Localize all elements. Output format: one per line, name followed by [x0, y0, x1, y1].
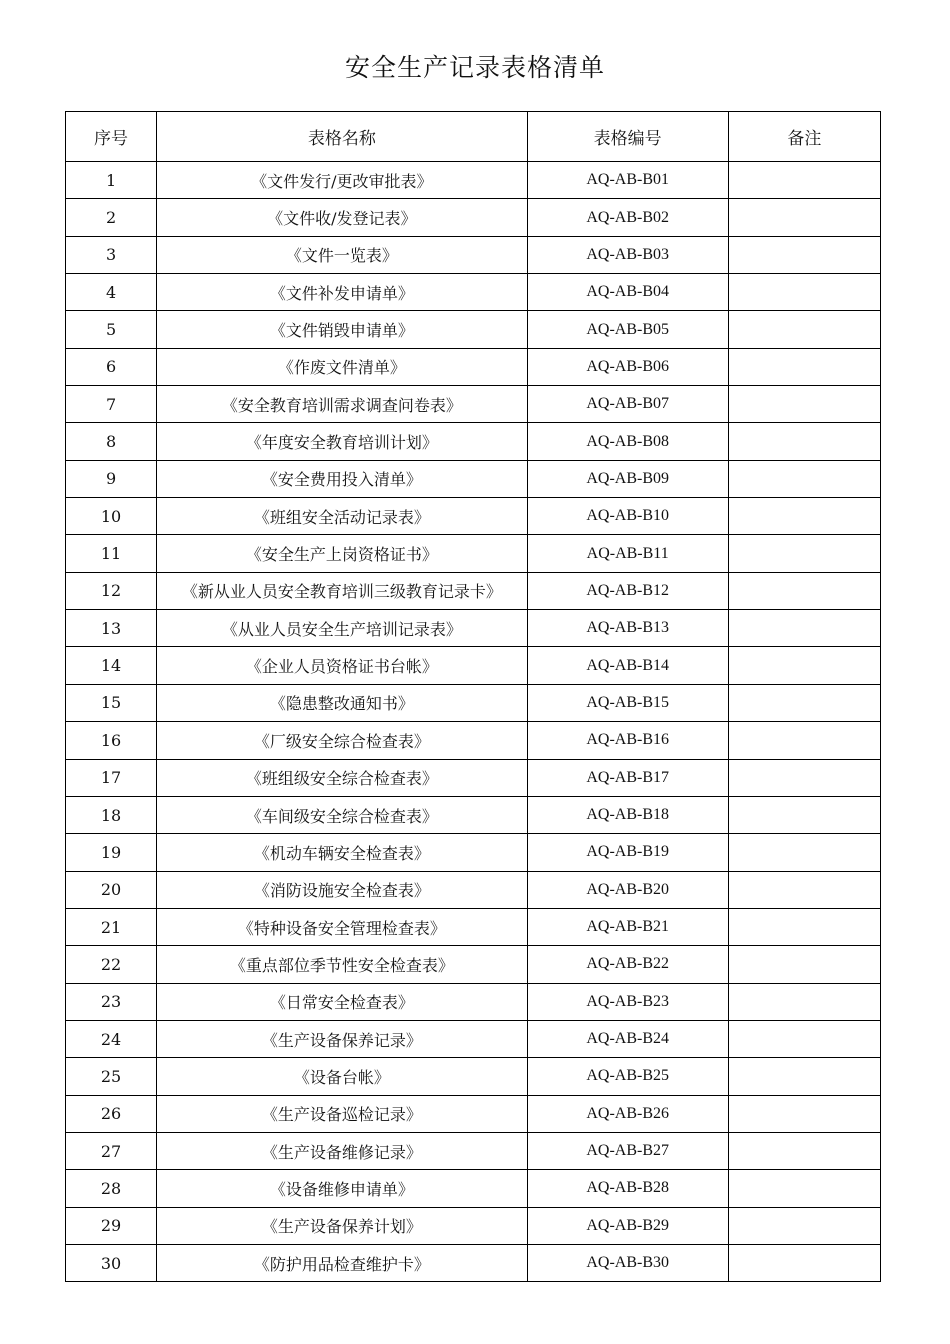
cell-code: AQ-AB-B17	[527, 759, 728, 796]
cell-note	[728, 834, 880, 871]
form-list-table-container	[65, 111, 881, 1282]
cell-note	[728, 983, 880, 1020]
cell-seq: 29	[66, 1207, 157, 1244]
header-row	[66, 112, 881, 162]
cell-name: 《班组级安全综合检查表》	[157, 759, 527, 796]
cell-code: AQ-AB-B20	[527, 871, 728, 908]
header-note: 备注	[728, 112, 880, 162]
cell-note	[728, 946, 880, 983]
table-row	[66, 423, 881, 460]
cell-note	[728, 460, 880, 497]
cell-seq: 25	[66, 1058, 157, 1095]
header-name: 表格名称	[157, 112, 527, 162]
cell-code: AQ-AB-B27	[527, 1132, 728, 1169]
cell-code: AQ-AB-B12	[527, 572, 728, 609]
cell-seq: 27	[66, 1132, 157, 1169]
table-row	[66, 1244, 881, 1281]
cell-note	[728, 647, 880, 684]
cell-name: 《生产设备保养计划》	[157, 1207, 527, 1244]
cell-name: 《生产设备保养记录》	[157, 1020, 527, 1057]
table-row	[66, 834, 881, 871]
cell-note	[728, 1207, 880, 1244]
cell-name: 《企业人员资格证书台帐》	[157, 647, 527, 684]
cell-seq: 10	[66, 498, 157, 535]
cell-seq: 28	[66, 1170, 157, 1207]
cell-name: 《重点部位季节性安全检查表》	[157, 946, 527, 983]
cell-code: AQ-AB-B21	[527, 908, 728, 945]
cell-name: 《文件一览表》	[157, 236, 527, 273]
table-row	[66, 162, 881, 199]
cell-seq: 1	[66, 162, 157, 199]
cell-note	[728, 1170, 880, 1207]
cell-seq: 24	[66, 1020, 157, 1057]
header-seq: 序号	[66, 112, 157, 162]
cell-name: 《设备台帐》	[157, 1058, 527, 1095]
cell-code: AQ-AB-B26	[527, 1095, 728, 1132]
cell-code: AQ-AB-B28	[527, 1170, 728, 1207]
table-row	[66, 498, 881, 535]
cell-name: 《安全教育培训需求调查问卷表》	[157, 386, 527, 423]
cell-note	[728, 274, 880, 311]
cell-code: AQ-AB-B16	[527, 722, 728, 759]
table-row	[66, 1207, 881, 1244]
cell-seq: 18	[66, 796, 157, 833]
table-row	[66, 684, 881, 721]
table-header	[66, 112, 881, 162]
table-row	[66, 236, 881, 273]
cell-note	[728, 1244, 880, 1281]
cell-note	[728, 311, 880, 348]
cell-code: AQ-AB-B23	[527, 983, 728, 1020]
cell-name: 《车间级安全综合检查表》	[157, 796, 527, 833]
table-body	[66, 162, 881, 1282]
table-row	[66, 722, 881, 759]
cell-note	[728, 1058, 880, 1095]
cell-name: 《生产设备维修记录》	[157, 1132, 527, 1169]
cell-seq: 8	[66, 423, 157, 460]
cell-seq: 6	[66, 348, 157, 385]
cell-seq: 2	[66, 199, 157, 236]
cell-code: AQ-AB-B13	[527, 610, 728, 647]
header-code: 表格编号	[527, 112, 728, 162]
cell-code: AQ-AB-B22	[527, 946, 728, 983]
cell-seq: 7	[66, 386, 157, 423]
cell-seq: 3	[66, 236, 157, 273]
cell-code: AQ-AB-B29	[527, 1207, 728, 1244]
cell-note	[728, 1020, 880, 1057]
cell-name: 《隐患整改通知书》	[157, 684, 527, 721]
table-row	[66, 796, 881, 833]
table-row	[66, 274, 881, 311]
cell-name: 《日常安全检查表》	[157, 983, 527, 1020]
cell-seq: 5	[66, 311, 157, 348]
cell-name: 《防护用品检查维护卡》	[157, 1244, 527, 1281]
table-row	[66, 535, 881, 572]
cell-seq: 12	[66, 572, 157, 609]
table-row	[66, 199, 881, 236]
cell-code: AQ-AB-B19	[527, 834, 728, 871]
cell-code: AQ-AB-B24	[527, 1020, 728, 1057]
page-title: 安全生产记录表格清单	[344, 53, 605, 82]
cell-code: AQ-AB-B09	[527, 460, 728, 497]
cell-seq: 26	[66, 1095, 157, 1132]
cell-seq: 9	[66, 460, 157, 497]
table-row	[66, 946, 881, 983]
table-row	[66, 1058, 881, 1095]
cell-code: AQ-AB-B03	[527, 236, 728, 273]
cell-code: AQ-AB-B04	[527, 274, 728, 311]
cell-code: AQ-AB-B14	[527, 647, 728, 684]
table-row	[66, 348, 881, 385]
cell-name: 《安全生产上岗资格证书》	[157, 535, 527, 572]
table-row	[66, 386, 881, 423]
cell-name: 《厂级安全综合检查表》	[157, 722, 527, 759]
cell-name: 《特种设备安全管理检查表》	[157, 908, 527, 945]
cell-name: 《新从业人员安全教育培训三级教育记录卡》	[157, 572, 527, 609]
cell-name: 《作废文件清单》	[157, 348, 527, 385]
cell-code: AQ-AB-B10	[527, 498, 728, 535]
cell-seq: 23	[66, 983, 157, 1020]
cell-code: AQ-AB-B15	[527, 684, 728, 721]
table-row	[66, 1132, 881, 1169]
cell-seq: 21	[66, 908, 157, 945]
cell-seq: 11	[66, 535, 157, 572]
cell-note	[728, 535, 880, 572]
cell-note	[728, 162, 880, 199]
table-row	[66, 983, 881, 1020]
cell-code: AQ-AB-B18	[527, 796, 728, 833]
cell-note	[728, 759, 880, 796]
cell-name: 《文件收/发登记表》	[157, 199, 527, 236]
cell-note	[728, 572, 880, 609]
cell-name: 《生产设备巡检记录》	[157, 1095, 527, 1132]
cell-note	[728, 684, 880, 721]
cell-note	[728, 871, 880, 908]
cell-name: 《文件销毁申请单》	[157, 311, 527, 348]
cell-seq: 19	[66, 834, 157, 871]
cell-note	[728, 236, 880, 273]
cell-code: AQ-AB-B06	[527, 348, 728, 385]
cell-name: 《年度安全教育培训计划》	[157, 423, 527, 460]
cell-seq: 4	[66, 274, 157, 311]
cell-seq: 15	[66, 684, 157, 721]
cell-code: AQ-AB-B08	[527, 423, 728, 460]
cell-note	[728, 610, 880, 647]
cell-code: AQ-AB-B30	[527, 1244, 728, 1281]
table-row	[66, 610, 881, 647]
cell-note	[728, 796, 880, 833]
cell-code: AQ-AB-B07	[527, 386, 728, 423]
cell-note	[728, 1132, 880, 1169]
cell-name: 《机动车辆安全检查表》	[157, 834, 527, 871]
cell-note	[728, 722, 880, 759]
cell-seq: 17	[66, 759, 157, 796]
cell-code: AQ-AB-B25	[527, 1058, 728, 1095]
cell-name: 《文件发行/更改审批表》	[157, 162, 527, 199]
table-row	[66, 908, 881, 945]
cell-seq: 22	[66, 946, 157, 983]
cell-name: 《文件补发申请单》	[157, 274, 527, 311]
table-row	[66, 871, 881, 908]
cell-note	[728, 386, 880, 423]
cell-seq: 16	[66, 722, 157, 759]
table-row	[66, 1020, 881, 1057]
cell-note	[728, 423, 880, 460]
cell-seq: 20	[66, 871, 157, 908]
cell-note	[728, 498, 880, 535]
table-row	[66, 572, 881, 609]
cell-name: 《从业人员安全生产培训记录表》	[157, 610, 527, 647]
cell-seq: 14	[66, 647, 157, 684]
form-list-table	[65, 111, 881, 1282]
cell-code: AQ-AB-B01	[527, 162, 728, 199]
cell-name: 《设备维修申请单》	[157, 1170, 527, 1207]
cell-note	[728, 348, 880, 385]
table-row	[66, 311, 881, 348]
table-row	[66, 1095, 881, 1132]
cell-name: 《安全费用投入清单》	[157, 460, 527, 497]
cell-code: AQ-AB-B02	[527, 199, 728, 236]
cell-note	[728, 908, 880, 945]
cell-code: AQ-AB-B11	[527, 535, 728, 572]
table-row	[66, 460, 881, 497]
cell-note	[728, 1095, 880, 1132]
cell-name: 《消防设施安全检查表》	[157, 871, 527, 908]
cell-seq: 30	[66, 1244, 157, 1281]
cell-seq: 13	[66, 610, 157, 647]
table-row	[66, 759, 881, 796]
table-row	[66, 1170, 881, 1207]
cell-note	[728, 199, 880, 236]
cell-code: AQ-AB-B05	[527, 311, 728, 348]
table-row	[66, 647, 881, 684]
cell-name: 《班组安全活动记录表》	[157, 498, 527, 535]
